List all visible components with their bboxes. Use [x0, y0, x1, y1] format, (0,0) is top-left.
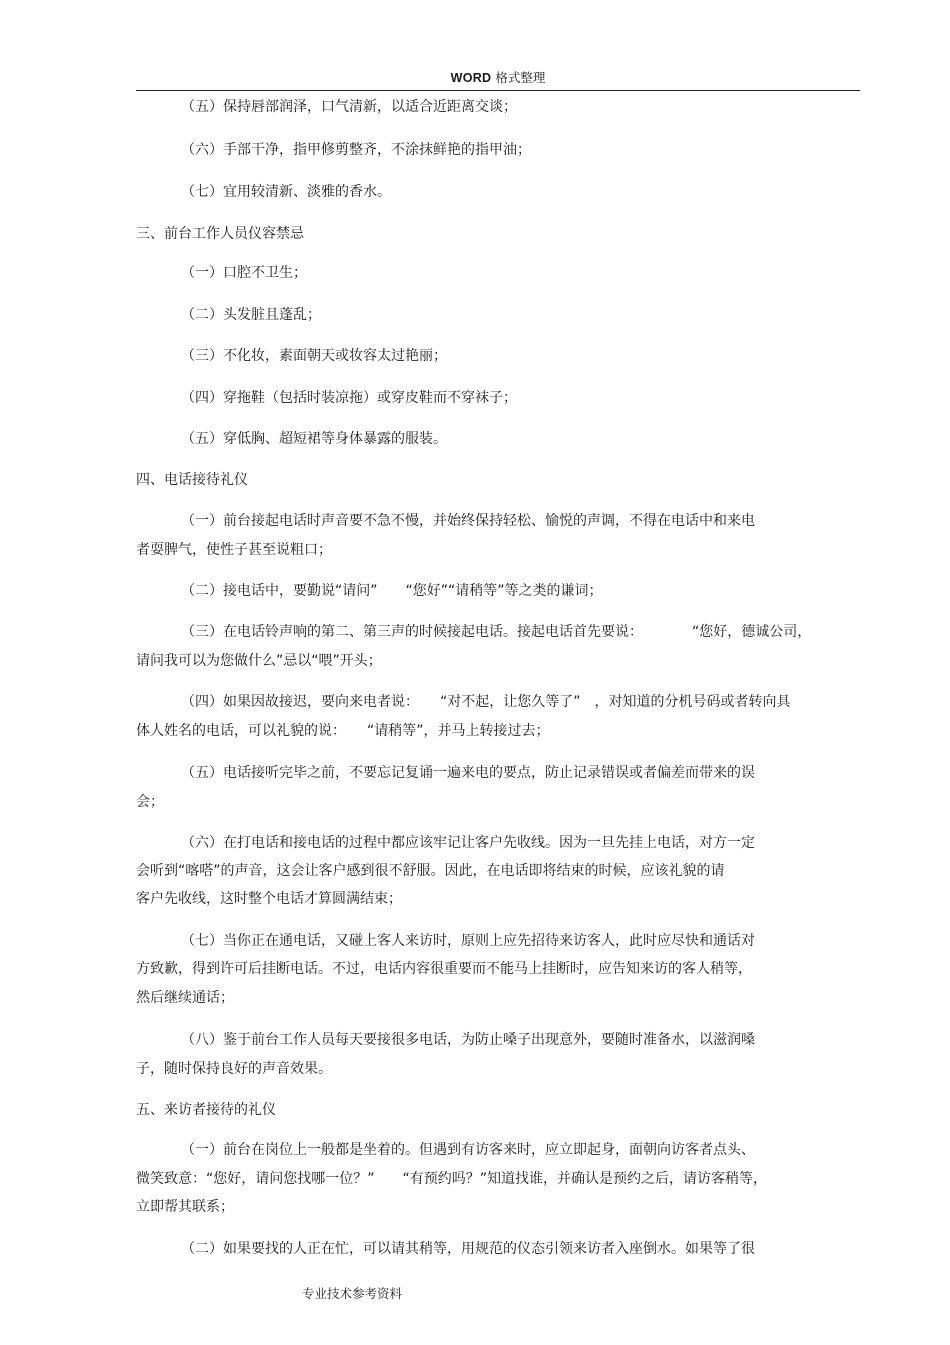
paragraph-line: 体人姓名的电话，可以礼貌的说： “请稍等”，并马上转接过去； [136, 723, 550, 739]
paragraph-line: （七）当你正在通电话，又碰上客人来访时，原则上应先招待来访客人，此时应尽快和通话对 [181, 933, 755, 949]
header-word: WORD [450, 71, 492, 85]
list-item: （一）口腔不卫生； [181, 265, 307, 281]
list-item: （七）宜用较清新、淡雅的香水。 [181, 184, 391, 200]
paragraph-line: 会听到“喀嗒”的声音，这会让客户感到很不舒服。因此，在电话即将结束的时候，应该礼貌的请 [136, 863, 725, 879]
list-item: （五）保持唇部润泽，口气清新，以适合近距离交谈； [181, 99, 517, 115]
paragraph-line: 请问我可以为您做什么”忌以“喂”开头； [136, 653, 382, 669]
list-item: （三）不化妆，素面朝天或妆容太过艳丽； [181, 348, 447, 364]
header-title: 格式整理 [495, 70, 546, 85]
paragraph-line: （一）前台接起电话时声音要不急不慢，并始终保持轻松、愉悦的声调，不得在电话中和来电 [181, 513, 755, 529]
paragraph-line: （三）在电话铃声响的第二、第三声的时候接起电话。接起电话首先要说： “您好，德诚公司， [181, 624, 812, 640]
paragraph-line: 客户先收线，这时整个电话才算圆满结束； [136, 891, 402, 907]
paragraph-line: 子，随时保持良好的声音效果。 [136, 1061, 332, 1077]
list-item: （五）穿低胸、超短裙等身体暴露的服装。 [181, 431, 447, 447]
paragraph-line: 方致歉，得到许可后挂断电话。不过，电话内容很重要而不能马上挂断时，应告知来访的客人稍等， [136, 961, 752, 977]
page-footer: 专业技术参考资料 [302, 1286, 403, 1301]
paragraph-line: 然后继续通话； [136, 990, 234, 1006]
paragraph-line: （一）前台在岗位上一般都是坐着的。但遇到有访客来时，应立即起身，面朝向访客者点头、 [181, 1142, 755, 1158]
paragraph-line: （四）如果因故接迟，要向来电者说： “对不起，让您久等了” ，对知道的分机号码或者转向具 [181, 694, 791, 710]
paragraph-line: 会； [136, 794, 164, 810]
paragraph-line: （六）在打电话和接电话的过程中都应该牢记让客户先收线。因为一旦先挂上电话，对方一定 [181, 835, 755, 851]
paragraph-line: （二）接电话中，要勤说“请问” “您好”“请稍等”等之类的谦词； [181, 583, 603, 599]
paragraph-line: （八）鉴于前台工作人员每天要接很多电话，为防止嗓子出现意外，要随时准备水，以滋润嗓 [181, 1032, 755, 1048]
list-item: （四）穿拖鞋（包括时装凉拖）或穿皮鞋而不穿袜子； [181, 390, 517, 406]
paragraph-line: 者耍脾气，使性子甚至说粗口； [136, 542, 332, 558]
section-heading: 五、来访者接待的礼仪 [136, 1102, 276, 1118]
paragraph-line: （二）如果要找的人正在忙，可以请其稍等，用规范的仪态引领来访者入座倒水。如果等了很 [181, 1241, 755, 1257]
paragraph-line: （五）电话接听完毕之前，不要忘记复诵一遍来电的要点，防止记录错误或者偏差而带来的误 [181, 765, 755, 781]
section-heading: 四、电话接待礼仪 [136, 472, 248, 488]
section-heading: 三、前台工作人员仪容禁忌 [136, 226, 304, 242]
list-item: （六）手部干净，指甲修剪整齐，不涂抹鲜艳的指甲油； [181, 142, 531, 158]
paragraph-line: 立即帮其联系； [136, 1199, 234, 1215]
page-header [136, 68, 860, 91]
list-item: （二）头发脏且蓬乱； [181, 307, 321, 323]
paragraph-line: 微笑致意：“您好，请问您找哪一位？” “有预约吗？”知道找谁，并确认是预约之后，请访客稍等， [136, 1171, 768, 1187]
